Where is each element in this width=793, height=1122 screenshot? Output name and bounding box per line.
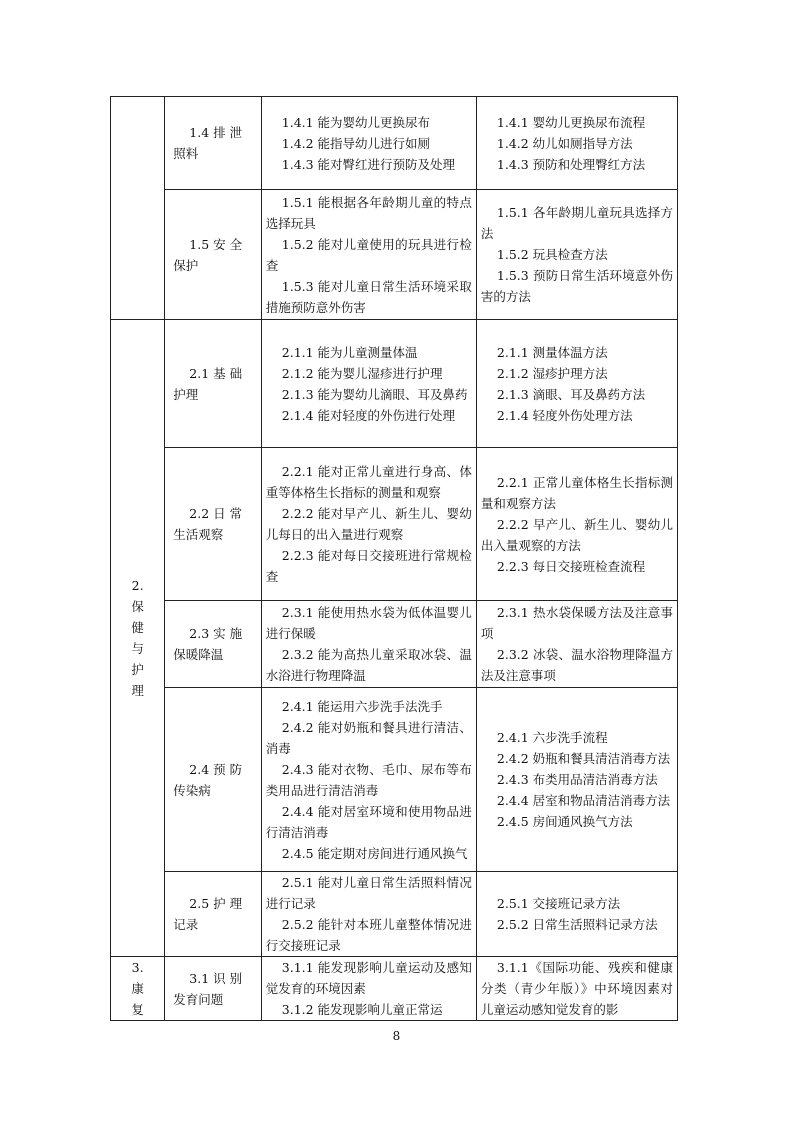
category-char: 2. — [131, 578, 144, 593]
table-row — [111, 688, 678, 872]
knowledge-cell — [476, 872, 677, 957]
sub-item-line: 2.4 预 防 — [189, 761, 243, 777]
knowledge-line: 2.4.4 居室和物品清洁消毒方法 — [496, 793, 671, 808]
category-char: 康 — [131, 981, 144, 996]
category-char: 护 — [131, 662, 144, 677]
sub-item-line: 2.5 护 理 — [189, 896, 243, 911]
table-row — [111, 957, 678, 1021]
sub-item-line: 1.5 安 全 — [189, 236, 243, 252]
sub-item-line: 记录 — [173, 917, 199, 932]
knowledge-line: 1.5.3 预防日常生活环境意外伤害的方法 — [480, 268, 673, 304]
skill-line: 2.5.2 能针对本班儿童整体情况进行交接班记录 — [265, 917, 472, 953]
knowledge-line: 2.4.5 房间通风换气方法 — [496, 814, 633, 829]
skill-line: 2.1.4 能对轻度的外伤进行处理 — [281, 407, 456, 423]
category-char: 理 — [131, 683, 144, 698]
skill-line: 2.1.1 能为儿童测量体温 — [281, 344, 418, 360]
knowledge-line: 2.1.2 湿疹护理方法 — [496, 365, 608, 381]
knowledge-cell — [476, 601, 677, 688]
sub-item-line: 生活观察 — [173, 527, 224, 542]
knowledge-line: 2.4.3 布类用品清洁消毒方法 — [496, 772, 658, 787]
category-char: 复 — [131, 1002, 144, 1017]
skill-cell — [261, 872, 476, 957]
category-char: 保 — [131, 599, 144, 614]
knowledge-line: 3.1.1《国际功能、残疾和健康分类（青少年版）》中环境因素对儿童运动感知觉发育的影 — [480, 960, 673, 1017]
skill-line: 3.1.1 能发现影响儿童运动及感知觉发育的环境因素 — [265, 960, 472, 996]
knowledge-cell — [476, 190, 677, 320]
sub-item-cell — [165, 320, 262, 448]
knowledge-line: 2.5.1 交接班记录方法 — [496, 896, 621, 911]
knowledge-line: 2.5.2 日常生活照料记录方法 — [496, 917, 658, 932]
knowledge-cell — [476, 688, 677, 872]
category-char: 与 — [131, 641, 144, 656]
skill-line: 1.4.1 能为婴幼儿更换尿布 — [281, 114, 431, 130]
skill-cell — [261, 190, 476, 320]
knowledge-line: 2.1.4 轻度外伤处理方法 — [496, 407, 633, 423]
sub-item-line: 照料 — [173, 146, 199, 161]
skill-line: 2.4.3 能对衣物、毛巾、尿布等布类用品进行清洁消毒 — [265, 761, 472, 798]
sub-item-cell — [165, 688, 262, 872]
page-number: 8 — [392, 1029, 401, 1043]
standards-table — [110, 96, 678, 1021]
sub-item-cell — [165, 872, 262, 957]
skill-cell — [261, 448, 476, 601]
sub-item-cell — [165, 190, 262, 320]
sub-item-line: 2.3 实 施 — [189, 626, 243, 641]
sub-item-line: 1.4 排 泄 — [189, 125, 243, 140]
skill-line: 1.5.1 能根据各年龄期儿童的特点选择玩具 — [265, 194, 472, 231]
skill-cell — [261, 97, 476, 190]
sub-item-line: 传染病 — [173, 782, 211, 798]
skill-line: 2.4.4 能对居室环境和使用物品进行清洁消毒 — [265, 803, 472, 840]
sub-item-line: 2.2 日 常 — [189, 506, 243, 521]
skill-line: 2.2.3 能对每日交接班进行常规检查 — [265, 548, 472, 584]
table-row — [111, 448, 678, 601]
sub-item-line: 护理 — [173, 386, 199, 402]
knowledge-cell — [476, 448, 677, 601]
category-cell-rehab — [111, 957, 165, 1021]
sub-item-cell — [165, 957, 262, 1021]
category-cell-health-care — [111, 320, 165, 957]
skill-cell — [261, 688, 476, 872]
sub-item-line: 保暖降温 — [173, 647, 224, 662]
skill-line: 2.1.3 能为婴幼儿滴眼、耳及鼻药 — [281, 386, 468, 402]
knowledge-line: 1.4.2 幼儿如厕指导方法 — [496, 135, 633, 151]
knowledge-line: 1.5.1 各年龄期儿童玩具选择方法 — [480, 205, 673, 241]
table-row — [111, 97, 678, 190]
skill-line: 3.1.2 能发现影响儿童正常运 — [281, 1002, 443, 1017]
category-char: 健 — [131, 620, 144, 635]
table-row — [111, 601, 678, 688]
skill-cell — [261, 957, 476, 1021]
sub-item-line: 保护 — [173, 257, 199, 273]
knowledge-line: 1.4.1 婴幼儿更换尿布流程 — [496, 114, 646, 130]
knowledge-line: 2.2.3 每日交接班检查流程 — [496, 558, 646, 574]
knowledge-line: 1.5.2 玩具检查方法 — [496, 247, 608, 262]
knowledge-line: 2.1.3 滴眼、耳及鼻药方法 — [496, 386, 646, 402]
skill-cell — [261, 601, 476, 688]
skill-line: 2.4.5 能定期对房间进行通风换气 — [281, 845, 468, 861]
skill-line: 1.5.2 能对儿童使用的玩具进行检查 — [265, 236, 472, 273]
sub-item-line: 3.1 识 别 — [189, 970, 243, 986]
table-row — [111, 872, 678, 957]
skill-line: 2.3.2 能为高热儿童采取冰袋、温水浴进行物理降温 — [265, 647, 472, 683]
knowledge-line: 2.4.1 六步洗手流程 — [496, 730, 608, 745]
skill-line: 2.3.1 能使用热水袋为低体温婴儿进行保暖 — [265, 605, 472, 641]
category-char: 3. — [131, 960, 144, 975]
knowledge-line: 2.3.2 冰袋、温水浴物理降温方法及注意事项 — [480, 647, 673, 683]
knowledge-line: 2.4.2 奶瓶和餐具清洁消毒方法 — [496, 751, 671, 766]
knowledge-line: 2.1.1 测量体温方法 — [496, 344, 608, 360]
sub-item-cell — [165, 97, 262, 190]
table-row — [111, 320, 678, 448]
category-cell-empty — [111, 97, 165, 320]
sub-item-cell — [165, 601, 262, 688]
skill-line: 1.4.3 能对臀红进行预防及处理 — [281, 156, 456, 172]
sub-item-line: 2.1 基 础 — [189, 365, 243, 381]
skill-line: 2.2.1 能对正常儿童进行身高、体重等体格生长指标的测量和观察 — [265, 464, 472, 500]
knowledge-cell — [476, 957, 677, 1021]
knowledge-line: 2.2.1 正常儿童体格生长指标测量和观察方法 — [480, 474, 673, 511]
sub-item-line: 发育问题 — [173, 991, 224, 1007]
skill-line: 1.5.3 能对儿童日常生活环境采取措施预防意外伤害 — [265, 278, 472, 315]
knowledge-line: 2.2.2 早产儿、新生儿、婴幼儿出入量观察的方法 — [480, 516, 673, 553]
knowledge-line: 2.3.1 热水袋保暖方法及注意事项 — [480, 605, 673, 641]
skill-line: 2.1.2 能为婴儿湿疹进行护理 — [281, 365, 443, 381]
knowledge-cell — [476, 320, 677, 448]
skill-cell — [261, 320, 476, 448]
skill-line: 2.4.1 能运用六步洗手法洗手 — [281, 698, 443, 714]
table-row — [111, 190, 678, 320]
skill-line: 1.4.2 能指导幼儿进行如厕 — [281, 135, 431, 151]
knowledge-cell — [476, 97, 677, 190]
sub-item-cell — [165, 448, 262, 601]
skill-line: 2.5.1 能对儿童日常生活照料情况进行记录 — [265, 875, 472, 911]
knowledge-line: 1.4.3 预防和处理臀红方法 — [496, 156, 646, 172]
skill-line: 2.2.2 能对早产儿、新生儿、婴幼儿每日的出入量进行观察 — [265, 506, 472, 542]
skill-line: 2.4.2 能对奶瓶和餐具进行清洁、消毒 — [265, 719, 472, 756]
